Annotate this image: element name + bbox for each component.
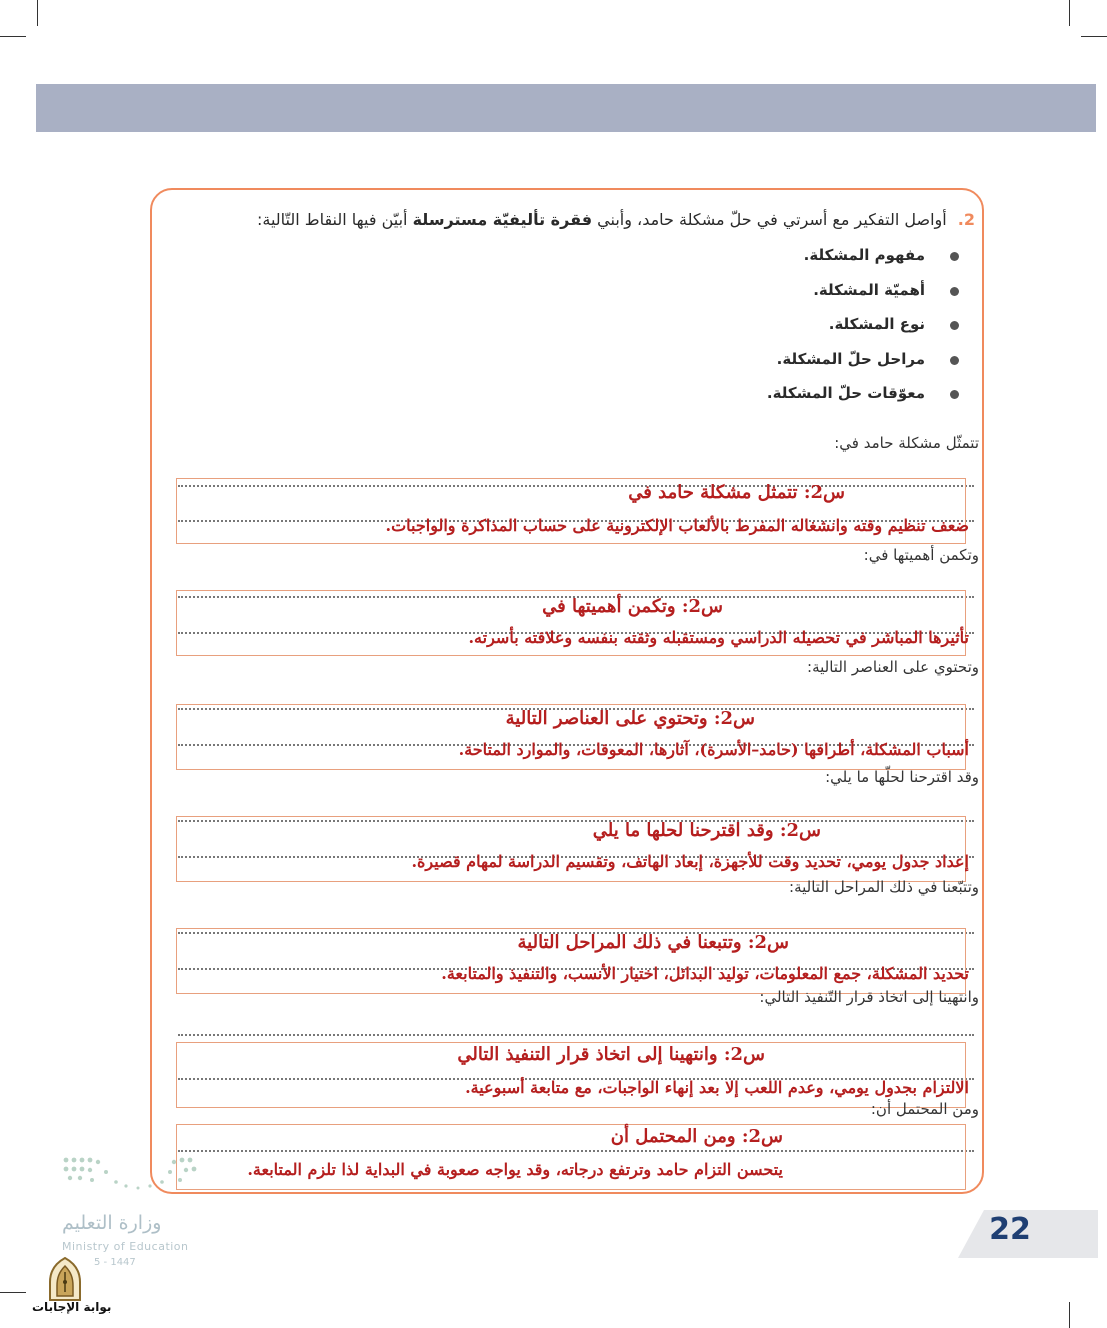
- section-prompt: ومن المحتمل أن:: [870, 1100, 979, 1118]
- answer-title: س2: وقد اقترحنا لحلها ما يلي: [592, 820, 821, 841]
- page-number: 22: [989, 1212, 1031, 1247]
- answer-title: س2: وتحتوي على العناصر التالية: [505, 708, 755, 729]
- answer-body: تحديد المشكلة، جمع المعلومات، توليد البدائل، اختيار الأنسب، والتنفيذ والمتابعة.: [441, 964, 969, 983]
- header-band: [36, 84, 1096, 132]
- answer-body: يتحسن التزام حامد وترتفع درجاته، وقد يواجه صعوبة في البداية لذا تلزم المتابعة.: [247, 1160, 783, 1179]
- crop-mark: [1069, 0, 1070, 26]
- crop-mark: [1069, 1302, 1070, 1328]
- ministry-year: 5 - 1447: [94, 1257, 136, 1268]
- section-prompt: وانتهينا إلى اتخاذ قرار التّنفيذ التالي:: [759, 988, 979, 1006]
- ministry-name-arabic: وزارة التعليم: [62, 1212, 162, 1234]
- answer-body: إعداد جدول يومي، تحديد وقت للأجهزة، إبعاد الهاتف، وتقسيم الدراسة لمهام قصيرة.: [411, 852, 969, 871]
- question-text: أواصل التفكير مع أسرتي في حلّ مشكلة حامد، وأبني فقرة تأليفيّة مسترسلة أبيّن فيها النقاط التّالية:: [256, 210, 947, 229]
- bullet-item: مفهوم المشكلة.: [767, 246, 925, 281]
- bullet-item: معوّقات حلّ المشكلة.: [767, 384, 925, 419]
- answer-body: تأثيرها المباشر في تحصيله الدراسي ومستقبله وثقته بنفسه وعلاقته بأسرته.: [468, 628, 969, 647]
- ministry-name-english: Ministry of Education: [62, 1240, 189, 1253]
- answer-title: س2: وتكمن أهميتها في: [542, 596, 723, 617]
- bullet-item: نوع المشكلة.: [767, 315, 925, 350]
- question-number: 2.: [957, 210, 975, 229]
- watermark-text: بوابة الإجابات: [32, 1300, 112, 1314]
- section-prompt: وتكمن أهميتها في:: [863, 546, 979, 564]
- watermark-pen-icon: [44, 1256, 86, 1302]
- answer-body: الالتزام بجدول يومي، وعدم اللعب إلا بعد إنهاء الواجبات، مع متابعة أسبوعية.: [465, 1078, 969, 1097]
- crop-mark: [1081, 36, 1107, 37]
- crop-mark: [0, 36, 26, 37]
- answer-box: [176, 1124, 966, 1190]
- dotted-line: [178, 1034, 974, 1036]
- answer-title: س2: وتتبعنا في ذلك المراحل التالية: [517, 932, 789, 953]
- bullet-item: مراحل حلّ المشكلة.: [767, 350, 925, 385]
- answer-box: [176, 816, 966, 882]
- ministry-logo-dots-icon: [62, 1156, 202, 1198]
- bullet-item: أهميّة المشكلة.: [767, 281, 925, 316]
- section-prompt: وتحتوي على العناصر التالية:: [807, 658, 979, 676]
- answer-title: س2: وانتهينا إلى اتخاذ قرار التنفيذ التالي: [457, 1044, 765, 1065]
- answer-body: أسباب المشكلة، أطرافها (حامد–الأسرة)، آثارها، المعوقات، والموارد المتاحة.: [458, 740, 969, 759]
- section-prompt: وتتبّعنا في ذلك المراحل التالية:: [789, 878, 979, 896]
- question-line: [257, 210, 975, 229]
- answer-title: س2: ومن المحتمل أن: [610, 1126, 783, 1147]
- bullet-list: [767, 246, 925, 419]
- section-prompt: تتمثّل مشكلة حامد في:: [834, 434, 979, 452]
- crop-mark: [0, 1292, 26, 1293]
- section-prompt: وقد اقترحنا لحلّها ما يلي:: [825, 768, 979, 786]
- answer-body: ضعف تنظيم وقته وانشغاله المفرط بالألعاب الإلكترونية على حساب المذاكرة والواجبات.: [385, 516, 969, 535]
- answer-title: س2: تتمثل مشكلة حامد في: [628, 482, 845, 503]
- crop-mark: [37, 0, 38, 26]
